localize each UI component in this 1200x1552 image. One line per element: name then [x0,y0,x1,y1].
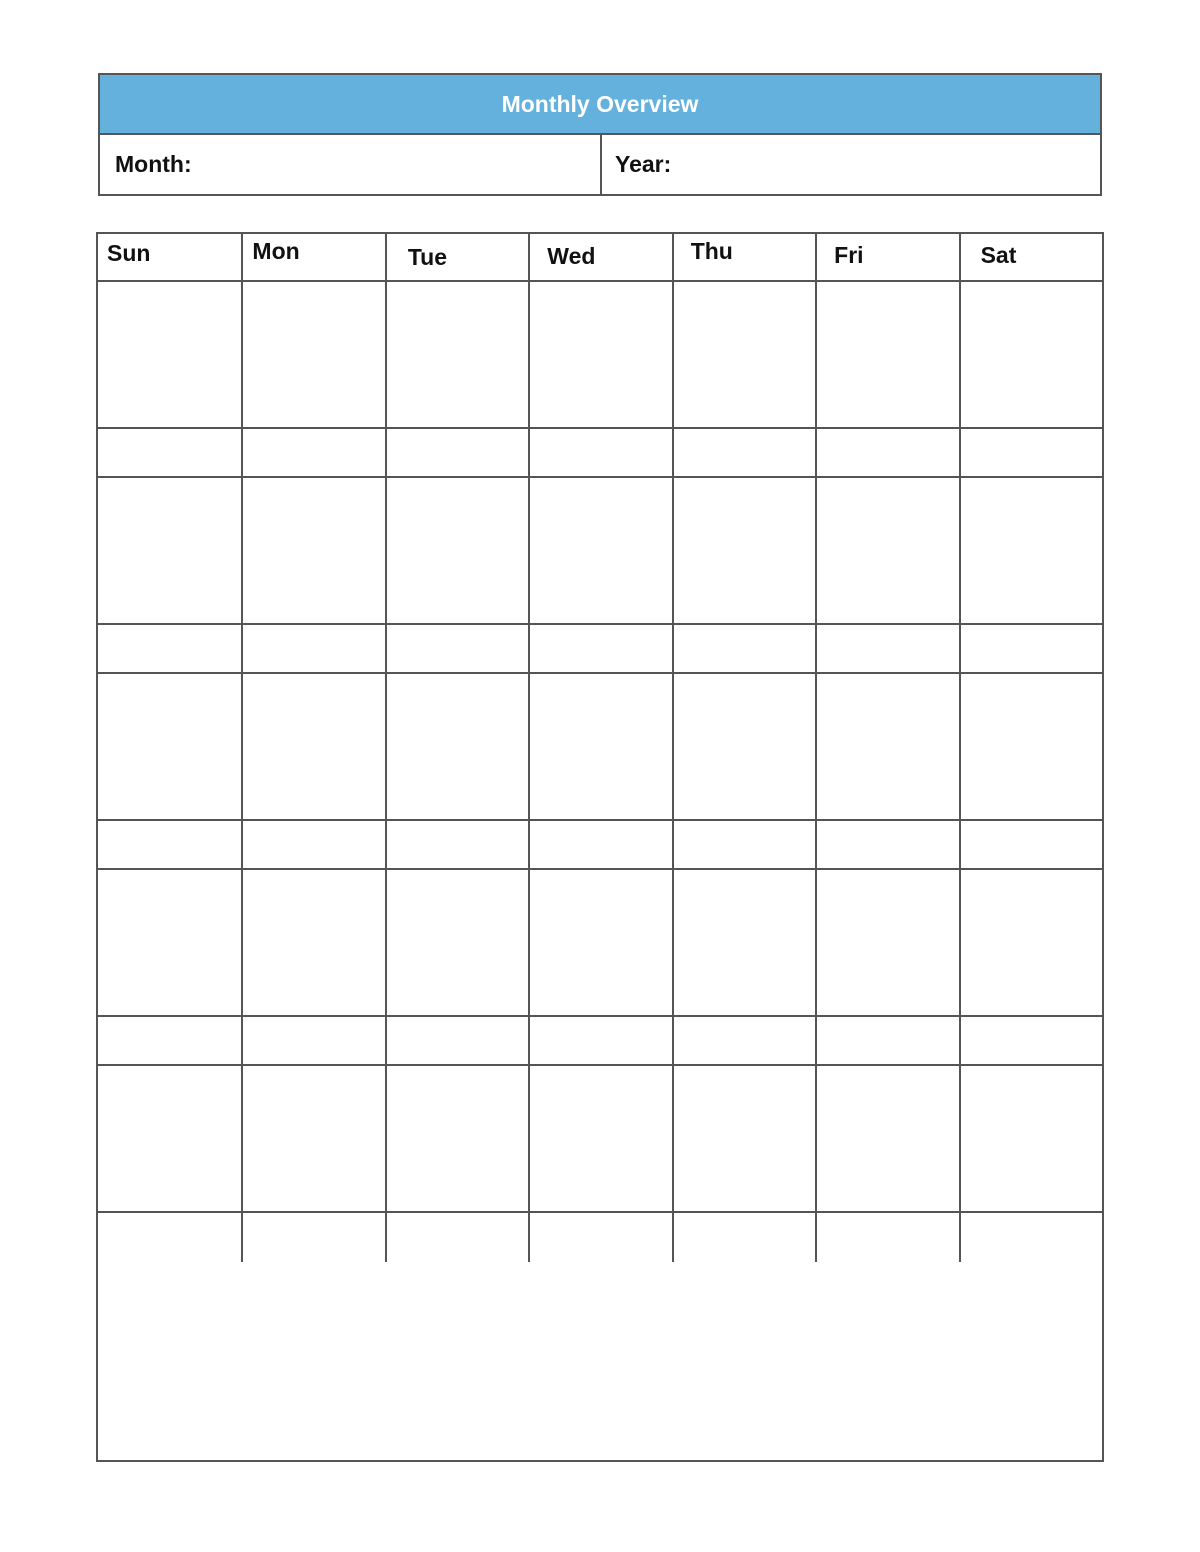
day-cell-tue[interactable] [385,282,528,427]
day-cell-sat[interactable] [959,282,1102,427]
notes-cell-sun[interactable] [98,429,241,476]
day-cell-thu[interactable] [672,870,815,1015]
weekday-wed: Wed [528,234,671,280]
week-notes-row [98,821,1102,870]
notes-cell-tue[interactable] [385,1017,528,1064]
day-cell-tue[interactable] [385,1066,528,1211]
day-cell-wed[interactable] [528,870,671,1015]
day-cell-thu[interactable] [672,674,815,819]
day-cell-wed[interactable] [528,478,671,623]
notes-cell-wed[interactable] [528,625,671,672]
day-cell-sun[interactable] [98,674,241,819]
notes-cell-fri[interactable] [815,821,958,868]
notes-cell-sat[interactable] [959,1017,1102,1064]
notes-cell-wed[interactable] [528,1017,671,1064]
weekday-thu: Thu [672,234,815,280]
week-notes-row [98,625,1102,674]
week-day-row [98,674,1102,821]
week-notes-row [98,1213,1102,1262]
weekday-fri: Fri [815,234,958,280]
day-cell-tue[interactable] [385,674,528,819]
day-cell-wed[interactable] [528,282,671,427]
notes-cell-wed[interactable] [528,429,671,476]
notes-cell-thu[interactable] [672,429,815,476]
notes-cell-tue[interactable] [385,625,528,672]
year-label: Year: [615,151,672,177]
notes-cell-tue[interactable] [385,1213,528,1262]
notes-cell-sat[interactable] [959,625,1102,672]
day-cell-mon[interactable] [241,1066,384,1211]
day-cell-fri[interactable] [815,282,958,427]
weekday-header-row [98,234,1102,282]
week-notes-row [98,429,1102,478]
notes-cell-sun[interactable] [98,1017,241,1064]
day-cell-wed[interactable] [528,1066,671,1211]
notes-cell-sat[interactable] [959,429,1102,476]
weekday-sat: Sat [959,234,1102,280]
day-cell-fri[interactable] [815,870,958,1015]
day-cell-sat[interactable] [959,478,1102,623]
notes-cell-wed[interactable] [528,821,671,868]
day-cell-mon[interactable] [241,282,384,427]
day-cell-mon[interactable] [241,478,384,623]
week-day-row [98,870,1102,1017]
day-cell-sun[interactable] [98,1066,241,1211]
day-cell-thu[interactable] [672,1066,815,1211]
notes-cell-sun[interactable] [98,821,241,868]
week-day-row [98,1066,1102,1213]
notes-cell-thu[interactable] [672,625,815,672]
notes-cell-thu[interactable] [672,821,815,868]
day-cell-fri[interactable] [815,478,958,623]
weekday-sun: Sun [107,240,151,266]
day-cell-sun[interactable] [98,478,241,623]
week-day-row [98,478,1102,625]
day-cell-mon[interactable] [241,870,384,1015]
day-cell-sun[interactable] [98,282,241,427]
day-cell-fri[interactable] [815,1066,958,1211]
weeks-container [98,282,1102,1262]
notes-cell-mon[interactable] [241,1017,384,1064]
weekday-tue: Tue [385,234,528,280]
year-field[interactable] [600,135,1100,194]
day-cell-sat[interactable] [959,870,1102,1015]
notes-cell-sun[interactable] [98,625,241,672]
month-field[interactable] [100,135,600,194]
notes-cell-thu[interactable] [672,1017,815,1064]
week-day-row [98,282,1102,429]
notes-cell-mon[interactable] [241,821,384,868]
day-cell-thu[interactable] [672,478,815,623]
notes-cell-tue[interactable] [385,821,528,868]
notes-cell-tue[interactable] [385,429,528,476]
notes-cell-wed[interactable] [528,1213,671,1262]
day-cell-tue[interactable] [385,870,528,1015]
notes-cell-sat[interactable] [959,821,1102,868]
day-cell-wed[interactable] [528,674,671,819]
notes-cell-fri[interactable] [815,625,958,672]
notes-cell-mon[interactable] [241,625,384,672]
day-cell-mon[interactable] [241,674,384,819]
monthly-overview-header [98,73,1102,196]
weekday-mon: Mon [241,234,384,280]
notes-cell-fri[interactable] [815,1213,958,1262]
notes-cell-sat[interactable] [959,1213,1102,1262]
notes-cell-fri[interactable] [815,1017,958,1064]
day-cell-sun[interactable] [98,870,241,1015]
week-notes-row [98,1017,1102,1066]
day-cell-sat[interactable] [959,674,1102,819]
notes-cell-thu[interactable] [672,1213,815,1262]
day-cell-tue[interactable] [385,478,528,623]
notes-cell-sun[interactable] [98,1213,241,1262]
day-cell-sat[interactable] [959,1066,1102,1211]
notes-cell-fri[interactable] [815,429,958,476]
notes-cell-mon[interactable] [241,429,384,476]
notes-cell-mon[interactable] [241,1213,384,1262]
day-cell-thu[interactable] [672,282,815,427]
month-label: Month: [115,151,192,177]
month-year-fields [100,135,1100,194]
calendar-grid [96,232,1104,1462]
page-title: Monthly Overview [100,75,1100,135]
day-cell-fri[interactable] [815,674,958,819]
